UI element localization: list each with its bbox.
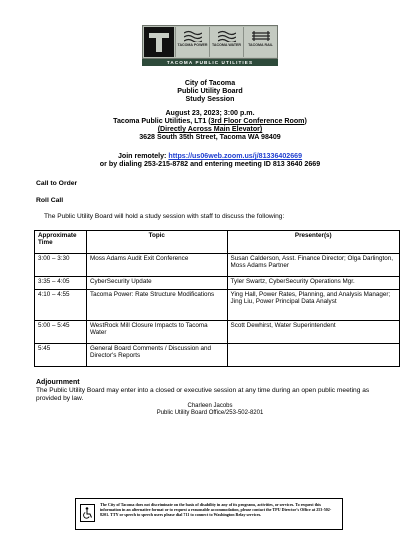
schedule-table <box>34 230 400 367</box>
row-time: 5:45 <box>35 344 87 367</box>
power-wave-icon <box>184 30 202 42</box>
row-presenters: Scott Dewhirst, Water Superintendent <box>227 321 399 344</box>
row-presenters: Tyler Swartz, CyberSecurity Operations Mgr. <box>227 277 399 290</box>
accessibility-icon <box>80 504 95 522</box>
meeting-directions: (Directly Across Main Elevator) <box>157 125 263 133</box>
table-row <box>35 344 400 367</box>
location-suffix: ) <box>304 117 307 125</box>
logo-rail <box>243 27 277 57</box>
row-topic: CyberSecurity Update <box>86 277 227 290</box>
table-row <box>35 277 400 290</box>
logo-water <box>209 27 243 57</box>
logo-t-mark <box>144 27 174 57</box>
table-row <box>35 290 400 321</box>
logo-power-label: TACOMA POWER <box>177 43 208 47</box>
water-wave-icon <box>218 30 236 42</box>
row-presenters: Susan Calderson, Asst. Finance Director; Olga Darlington, Moss Adams Partner <box>227 254 399 277</box>
row-time: 5:00 – 5:45 <box>35 321 87 344</box>
row-time: 4:10 – 4:55 <box>35 290 87 321</box>
row-time: 3:00 – 3:30 <box>35 254 87 277</box>
signature-name: Charleen Jacobs <box>187 403 233 409</box>
meeting-date: August 23, 2023; 3:00 p.m. <box>165 109 255 117</box>
row-presenters <box>227 344 399 367</box>
header-time: Approximate Time <box>35 231 87 254</box>
rail-track-icon <box>252 30 270 42</box>
logo-frame <box>142 25 278 59</box>
logo-strip: TACOMA PUBLIC UTILITIES <box>142 59 278 66</box>
logo-rail-label: TACOMA RAIL <box>248 43 273 47</box>
logo-water-label: TACOMA WATER <box>211 43 242 47</box>
location-room: 3rd Floor Conference Room <box>210 117 305 125</box>
header-topic: Topic <box>86 231 227 254</box>
remote-dial: or by dialing 253-215-8782 and entering meeting ID 813 3640 2669 <box>99 160 321 168</box>
roll-call: Roll Call <box>36 197 64 204</box>
meeting-address: 3628 South 35th Street, Tacoma WA 98409 <box>139 133 281 141</box>
header-presenters: Presenter(s) <box>227 231 399 254</box>
logo-power <box>175 27 209 57</box>
accessibility-notice <box>75 498 343 530</box>
row-presenters: Ying Hall, Power Rates, Planning, and Analysis Manager; Jing Liu, Power Principal Data Analyst <box>227 290 399 321</box>
table-row <box>35 254 400 277</box>
row-topic: Tacoma Power: Rate Structure Modifications <box>86 290 227 321</box>
tpu-logo <box>142 25 278 65</box>
accessibility-text: The City of Tacoma does not discriminate on the basis of disability in any of its programs, activities, or services. To request this information in an alternative format or to request a reasonable accommodation, please contact the TPU Director's Office at 253-502-8201. TTY or speech to speech users please dial 711 to connect to Washington Relay services. <box>100 502 332 517</box>
signature-office: Public Utility Board Office/253-502-8201 <box>156 410 264 416</box>
adjournment-section <box>36 379 386 402</box>
row-topic: Moss Adams Audit Exit Conference <box>86 254 227 277</box>
table-header-row <box>35 231 400 254</box>
row-time: 3:35 – 4:05 <box>35 277 87 290</box>
header-board: Public Utility Board <box>177 87 243 95</box>
table-row <box>35 321 400 344</box>
adjournment-text: The Public Utility Board may enter into a closed or executive session at any time during an open public meeting as provided by law. <box>36 386 370 402</box>
row-topic: General Board Comments / Discussion and Director's Reports <box>86 344 227 367</box>
intro-text: The Public Utility Board will hold a study session with staff to discuss the following: <box>44 213 285 220</box>
call-to-order: Call to Order <box>36 180 78 187</box>
header-city: City of Tacoma <box>184 79 236 87</box>
row-topic: WestRock Mill Closure Impacts to Tacoma Water <box>86 321 227 344</box>
location-prefix: Tacoma Public Utilities, LT1 ( <box>113 117 211 125</box>
adjournment-title: Adjournment <box>36 379 80 386</box>
logo-divisions <box>175 27 277 57</box>
remote-label: Join remotely: <box>117 152 169 160</box>
zoom-link[interactable]: https://us06web.zoom.us/j/81336402669 <box>168 152 303 160</box>
header-session: Study Session <box>185 95 235 103</box>
